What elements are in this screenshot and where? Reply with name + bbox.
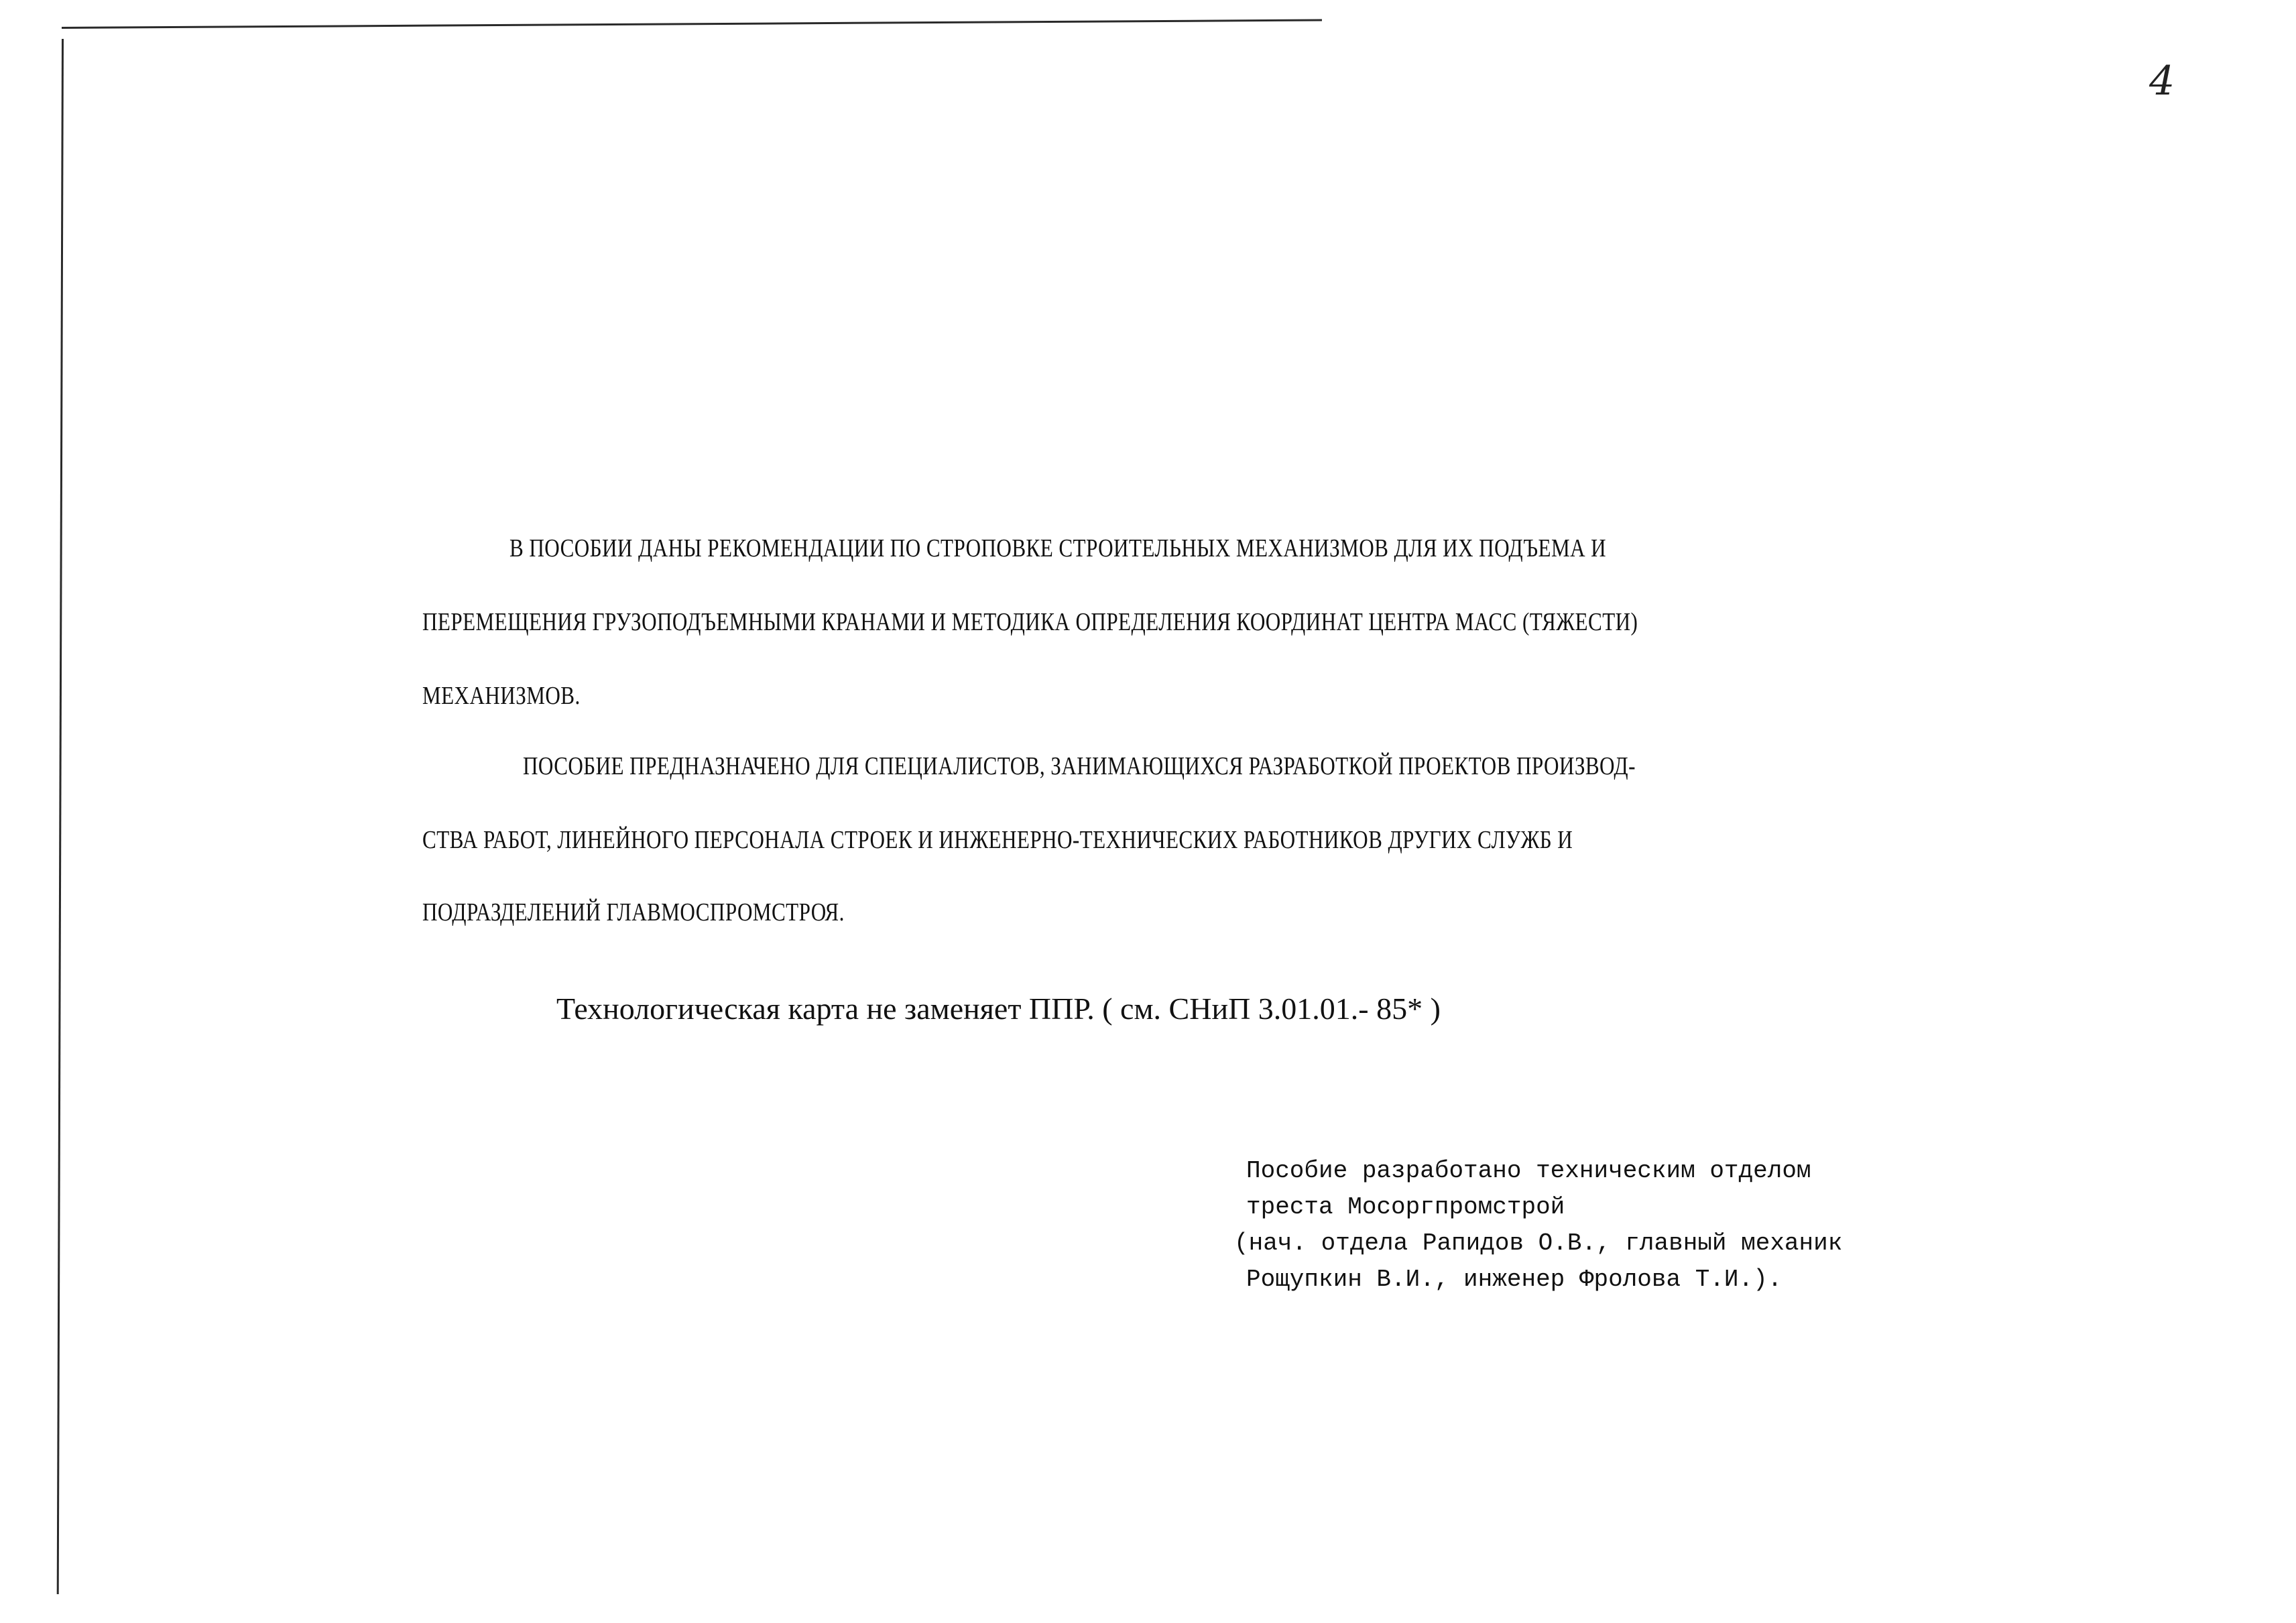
credits-line-3: (нач. отдела Рапидов О.В., главный механик bbox=[1234, 1229, 1843, 1257]
credits-line-1: Пособие разработано техническим отделом bbox=[1246, 1157, 1811, 1185]
body-line-5: СТВА РАБОТ, ЛИНЕЙНОГО ПЕРСОНАЛА СТРОЕК И ИНЖЕНЕРНО-ТЕХНИЧЕСКИХ РАБОТНИКОВ ДРУГИХ СЛУЖБ И bbox=[422, 826, 1573, 854]
page-number: 4 bbox=[2149, 58, 2175, 105]
body-line-1: В ПОСОБИИ ДАНЫ РЕКОМЕНДАЦИИ ПО СТРОПОВКЕ СТРОИТЕЛЬНЫХ МЕХАНИЗМОВ ДЛЯ ИХ ПОДЪЕМА И bbox=[509, 534, 1607, 562]
body-line-2: ПЕРЕМЕЩЕНИЯ ГРУЗОПОДЪЕМНЫМИ КРАНАМИ И МЕТОДИКА ОПРЕДЕЛЕНИЯ КООРДИНАТ ЦЕНТРА МАСС (ТЯЖЕСТИ) bbox=[422, 608, 1638, 636]
credits-block bbox=[1234, 1153, 1843, 1298]
body-line-3: МЕХАНИЗМОВ. bbox=[422, 682, 581, 710]
frame-left-line bbox=[57, 39, 64, 1594]
frame-top-line bbox=[62, 19, 1322, 29]
body-line-6: ПОДРАЗДЕЛЕНИЙ ГЛАВМОСПРОМСТРОЯ. bbox=[422, 898, 845, 926]
credits-line-4: Рощупкин В.И., инженер Фролова Т.И.). bbox=[1246, 1266, 1783, 1293]
note-snip-reference: Технологическая карта не заменяет ППР. ( см. СНиП 3.01.01.- 85* ) bbox=[556, 991, 1441, 1026]
credits-line-2: треста Мосоргпромстрой bbox=[1246, 1193, 1565, 1221]
body-line-4: ПОСОБИЕ ПРЕДНАЗНАЧЕНО ДЛЯ СПЕЦИАЛИСТОВ, ЗАНИМАЮЩИХСЯ РАЗРАБОТКОЙ ПРОЕКТОВ ПРОИЗВОД- bbox=[523, 752, 1636, 780]
